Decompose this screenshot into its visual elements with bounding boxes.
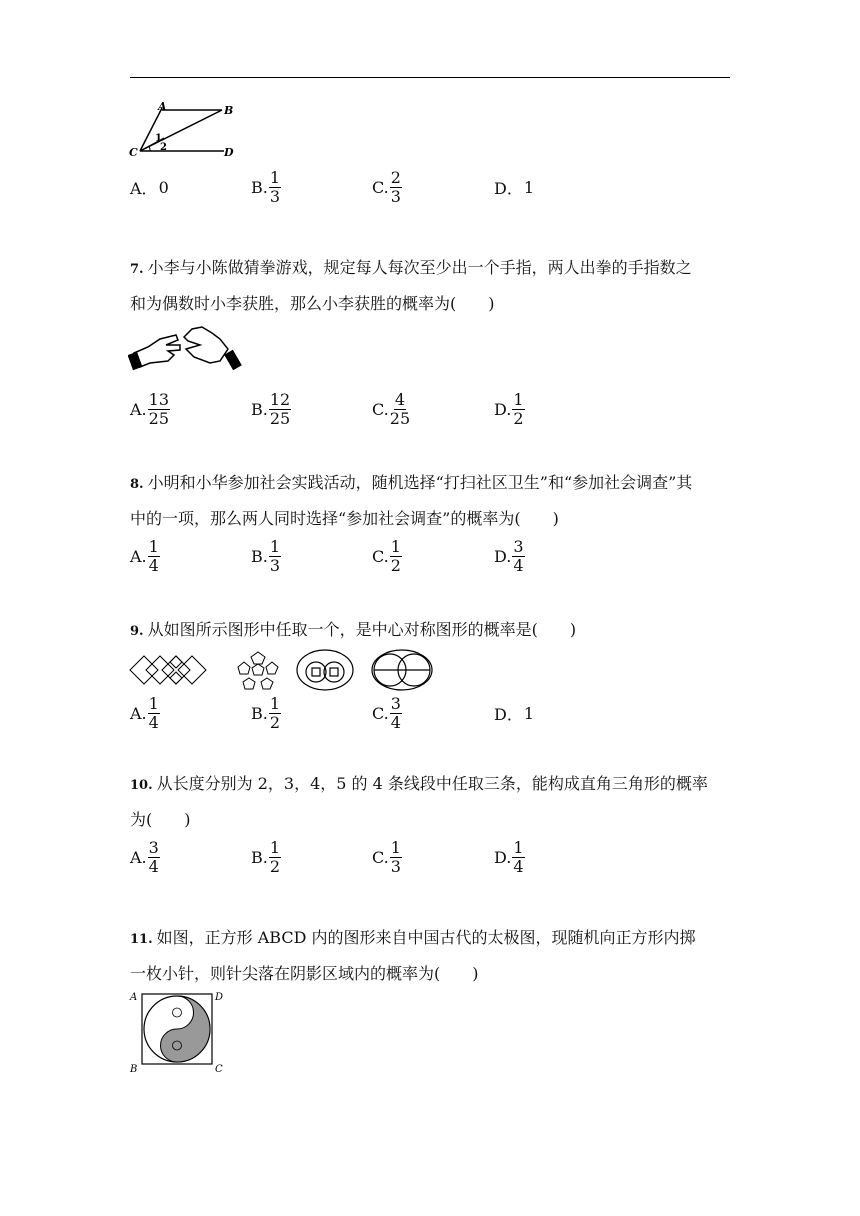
- q7-option-a: A. $\frac{13}{25}$: [130, 389, 169, 428]
- q10-option-c: C. $\frac{1}{3}$: [372, 837, 401, 876]
- q7-option-c: C. $\frac{4}{25}$: [372, 389, 411, 428]
- q8-stem: 8. 小明和小华参加社会实践活动，随机选择“打扫社区卫生”和“参加社会调查”其 中的一项，那么两人同时选择“参加社会调查”的概率为( ): [130, 473, 693, 528]
- q6-angle-1: 1: [155, 133, 162, 144]
- q7-options: [130, 386, 730, 432]
- q8-options: [130, 533, 730, 579]
- q9-options: [130, 690, 730, 736]
- q8-option-d: D. $\frac{3}{4}$: [494, 536, 524, 575]
- q9-option-b: B. $\frac{1}{2}$: [251, 693, 281, 732]
- q6-label-b: B: [224, 104, 234, 117]
- q10-options: [130, 834, 730, 880]
- q9-stem: 9. 从如图所示图形中任取一个，是中心对称图形的概率是( ): [130, 620, 577, 639]
- q11-label-d: D: [215, 992, 224, 1003]
- q6-options: [130, 164, 730, 210]
- pentagon-flower-shape: [238, 652, 278, 689]
- q6-option-a: A． 0: [130, 177, 169, 198]
- q10-option-a: A. $\frac{3}{4}$: [130, 837, 159, 876]
- q6-label-a: A: [158, 100, 167, 113]
- q11-label-b: B: [130, 1064, 138, 1075]
- q6-angle-2: 2: [160, 142, 167, 153]
- hands-figure: [128, 323, 250, 377]
- q9-shapes-figure: [128, 648, 448, 692]
- header-rule: [130, 77, 730, 78]
- q6-option-b: B. $\frac{1}{3}$: [251, 167, 281, 206]
- q6-angle-figure: [128, 100, 238, 162]
- q8-option-c: C. $\frac{1}{2}$: [372, 536, 401, 575]
- q7-option-d: D. $\frac{1}{2}$: [494, 389, 524, 428]
- q11-stem: 11. 如图，正方形 ABCD 内的图形来自中国古代的太极图，现随机向正方形内掷 一枚小针，则针尖落在阴影区域内的概率为( ): [130, 928, 696, 983]
- q6-option-d: D． 1: [494, 177, 535, 198]
- q7-option-b: B. $\frac{12}{25}$: [251, 389, 291, 428]
- q9-option-a: A. $\frac{1}{4}$: [130, 693, 159, 732]
- q9-option-d: D． 1: [494, 703, 535, 724]
- q7-stem: 7. 小李与小陈做猜拳游戏，规定每人每次至少出一个手指，两人出拳的手指数之 和为偶数时小李获胜，那么小李获胜的概率为( ): [130, 258, 692, 313]
- q8-option-a: A. $\frac{1}{4}$: [130, 536, 159, 575]
- arcs-in-ellipse-shape: [372, 650, 432, 690]
- q6-option-c: C. $\frac{2}{3}$: [372, 167, 401, 206]
- coins-in-ellipse-shape: [297, 650, 353, 690]
- q6-label-d: D: [224, 146, 234, 159]
- q10-stem: 10. 从长度分别为 2，3，4，5 的 4 条线段中任取三条，能构成直角三角形的概率 为( ): [130, 774, 708, 829]
- q8-option-b: B. $\frac{1}{3}$: [251, 536, 281, 575]
- q6-label-c: C: [129, 146, 138, 159]
- q11-label-a: A: [130, 992, 138, 1003]
- q10-option-b: B. $\frac{1}{2}$: [251, 837, 281, 876]
- q11-label-c: C: [215, 1064, 223, 1075]
- q9-option-c: C. $\frac{3}{4}$: [372, 693, 401, 732]
- diamond-chain-shape: [130, 656, 206, 684]
- q10-option-d: D. $\frac{1}{4}$: [494, 837, 524, 876]
- taiji-square-figure: [128, 988, 228, 1076]
